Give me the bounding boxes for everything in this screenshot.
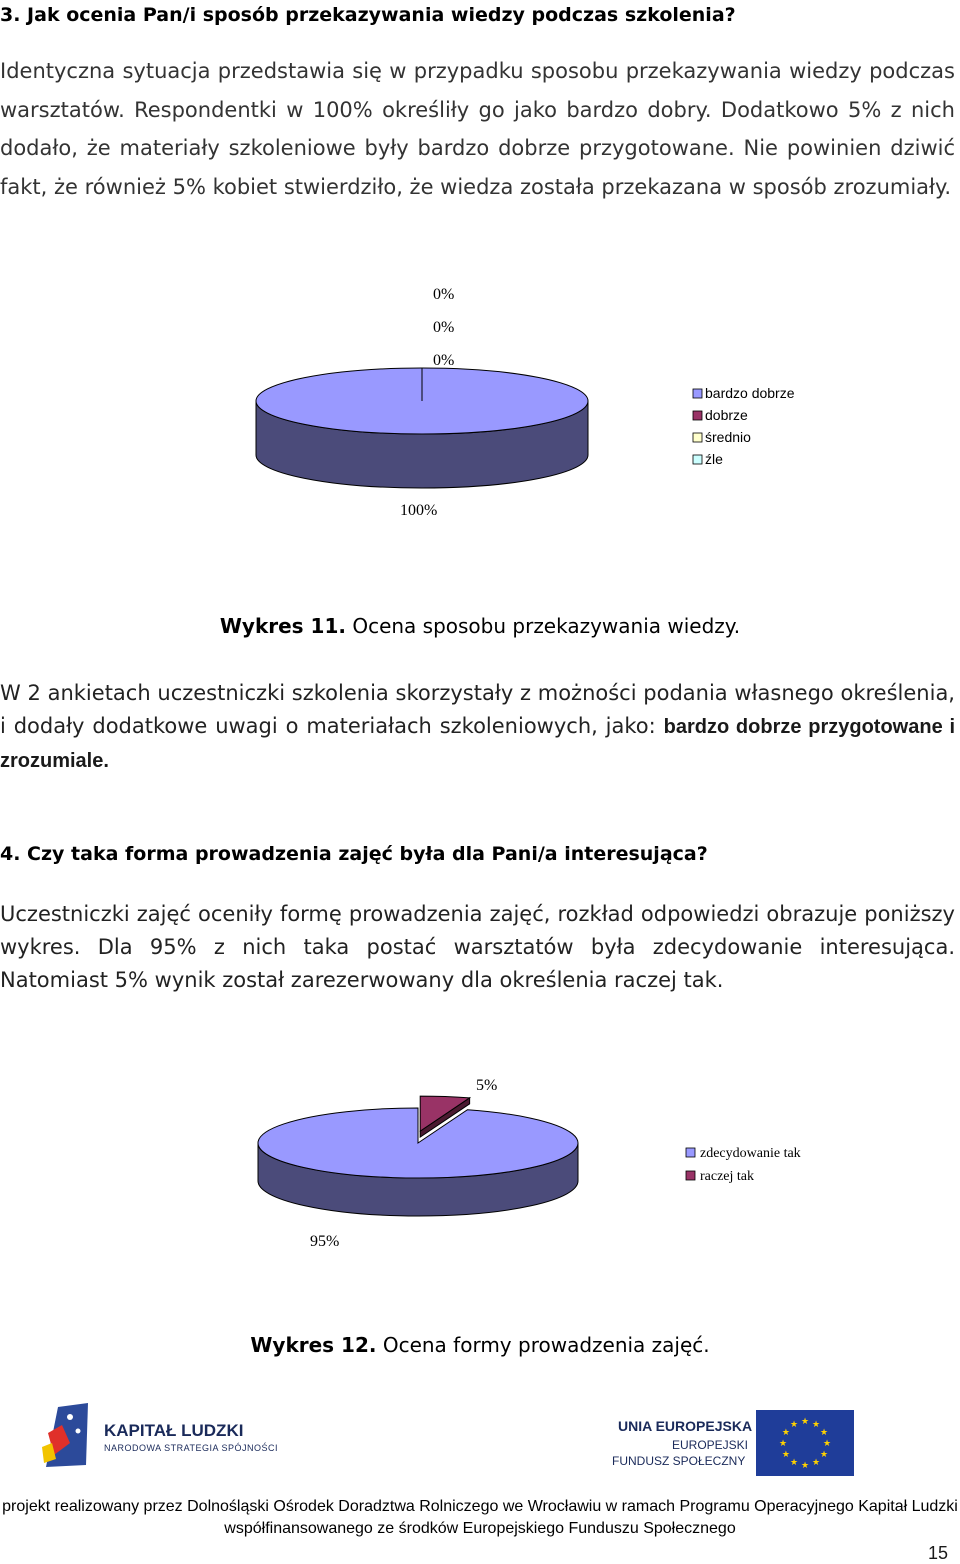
legend-11-label-2: średnio (705, 429, 751, 445)
section3-paragraph: Identyczna sytuacja przedstawia się w przypadku sposobu przekazywania wiedzy podczas warsztatów. Respondentki w 100% określiły go jako bardzo dobry. Dodatkowo 5% z nich dodało, że materiały szkoleniowe były bardzo dobrze przygotowane. Nie powinien dziwić fakt, że również 5% kobiet stwierdziło, że wiedza została przekazana w sposób zrozumiały. (0, 59, 955, 199)
kapital-ludzki-subtitle: NARODOWA STRATEGIA SPÓJNOŚCI (104, 1443, 279, 1453)
chart-12-pie (258, 1096, 578, 1216)
page-number: 15 (928, 1543, 949, 1563)
legend-12-label-0: zdecydowanie tak (700, 1146, 801, 1161)
legend-11-label-1: dobrze (705, 407, 748, 423)
eu-star-icon: ★ (789, 1419, 799, 1430)
section4-paragraph: Uczestniczki zajęć oceniły formę prowadzenia zajęć, rozkład odpowiedzi obrazuje poniższy wykres. Dla 95% z nich taka postać warsztatów była zdecydowanie interesująca. Natomiast 5% wynik został zarezerwowany dla określenia raczej tak. (0, 902, 955, 992)
chart-12 (240, 1068, 840, 1268)
section3-comment-text: W 2 ankietach uczestniczki szkolenia skorzystały z możności podania własnego określenia, i dodały dodatkowe uwagi o materiałach szkoleniowych, jako: (0, 681, 955, 738)
eu-star-icon: ★ (820, 1428, 829, 1438)
chart-12-caption-number: Wykres 12. (250, 1333, 377, 1357)
kapital-ludzki-title: KAPITAŁ LUDZKI (104, 1421, 244, 1440)
legend-12-swatch-1 (686, 1171, 695, 1180)
footer-line1: projekt realizowany przez Dolnośląski Ośrodek Doradztwa Rolniczego we Wrocławiu w ramach Programu Operacyjnego Kapitał Ludzki (2, 1498, 958, 1515)
eu-star-icon: ★ (789, 1458, 799, 1469)
pie-11-label-1: 0% (433, 319, 455, 336)
legend-11-swatch-3 (693, 455, 702, 464)
pie-12-label-0: 95% (310, 1233, 340, 1250)
section3-comment-bold: bardzo dobrze przygotowane i zrozumiale. (0, 716, 956, 772)
pie-11-label-main: 100% (400, 502, 438, 519)
legend-11-swatch-0 (693, 389, 702, 398)
eu-star-icon: ★ (811, 1419, 821, 1430)
pie-11-label-2: 0% (433, 352, 455, 369)
chart-12-caption-text: Ocena formy prowadzenia zajęć. (376, 1333, 710, 1357)
footer-line2: współfinansowanego ze środków Europejskiego Funduszu Społecznego (224, 1520, 736, 1537)
eu-line2: EUROPEJSKI (672, 1438, 749, 1452)
legend-12-swatch-0 (686, 1148, 695, 1157)
eu-star-icon: ★ (811, 1458, 821, 1469)
pie-12-label-1: 5% (476, 1077, 498, 1094)
eu-star-icon: ★ (800, 1461, 810, 1471)
chart-11-caption-number: Wykres 11. (219, 614, 346, 638)
kapital-ludzki-logo (40, 1403, 280, 1475)
legend-11-label-0: bardzo dobrze (705, 385, 795, 401)
pie-12-slice-zdecydowanie-tak (258, 1108, 578, 1178)
chart-11-caption-text: Ocena sposobu przekazywania wiedzy. (345, 614, 741, 638)
eu-star-icon: ★ (778, 1439, 788, 1449)
legend-11-swatch-2 (693, 433, 702, 442)
pie-11-label-0: 0% (433, 286, 455, 303)
eu-star-icon: ★ (781, 1450, 790, 1460)
chart-12-caption (0, 1333, 960, 1357)
eu-line3: FUNDUSZ SPOŁECZNY (612, 1454, 746, 1468)
section3-heading: 3. Jak ocenia Pan/i sposób przekazywania wiedzy podczas szkolenia? (0, 4, 736, 26)
chart-11-legend (693, 385, 795, 467)
eu-flag-icon (756, 1410, 854, 1476)
chart-11-pie (256, 368, 588, 488)
section3-comment (0, 677, 955, 778)
eu-star-icon: ★ (800, 1417, 810, 1427)
eu-star-icon: ★ (781, 1428, 790, 1438)
legend-11-swatch-1 (693, 411, 702, 420)
eu-logo (600, 1410, 860, 1480)
chart-11 (240, 270, 840, 535)
kapital-ludzki-emblem-icon (40, 1403, 96, 1473)
eu-line1: UNIA EUROPEJSKA (618, 1418, 753, 1434)
legend-12-label-1: raczej tak (700, 1169, 755, 1184)
chart-12-legend (686, 1146, 801, 1184)
eu-star-icon: ★ (822, 1439, 832, 1449)
legend-11-label-3: źle (705, 451, 723, 467)
chart-11-caption (0, 614, 960, 638)
eu-star-icon: ★ (820, 1450, 829, 1460)
section4-heading: 4. Czy taka forma prowadzenia zajęć była dla Pani/a interesująca? (0, 843, 708, 865)
